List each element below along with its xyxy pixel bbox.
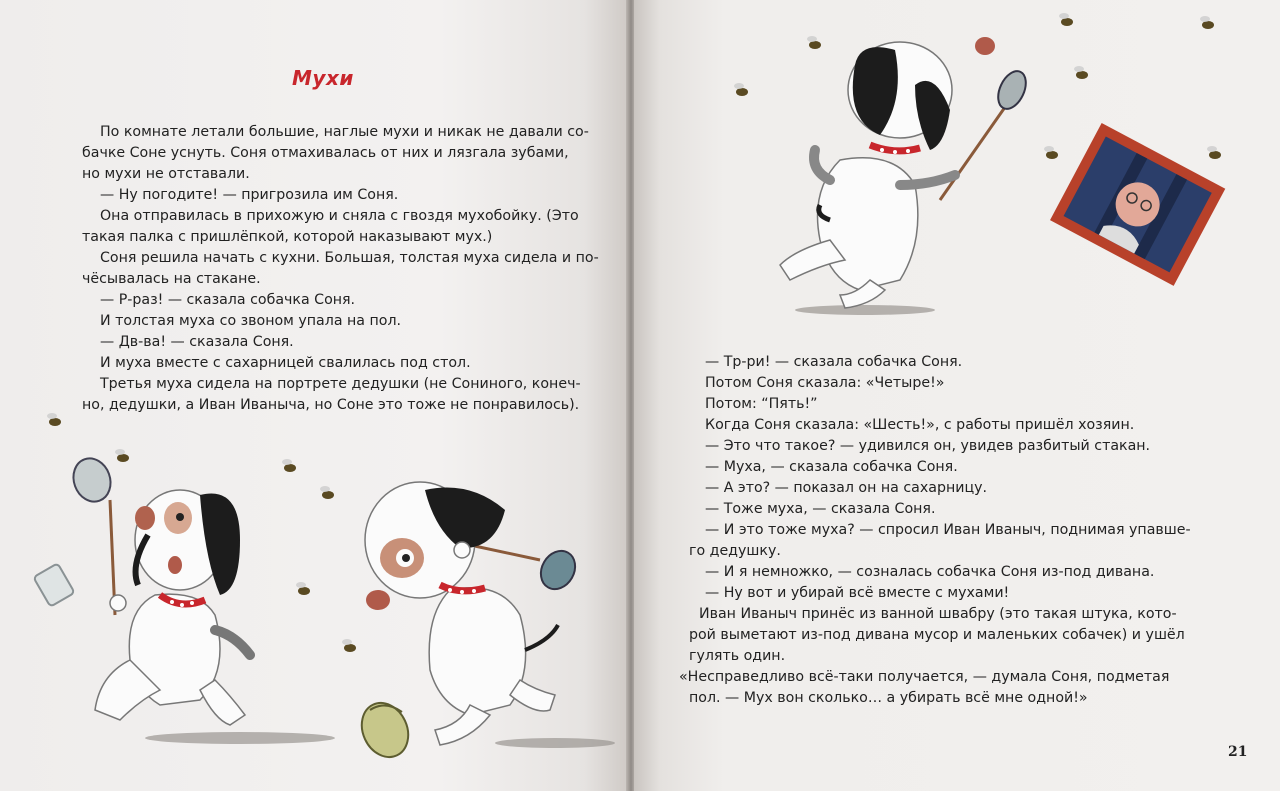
text-line: бачке Соне уснуть. Соня отмахивалась от них и лязгала зубами, <box>82 145 569 161</box>
fly-icon <box>807 36 821 49</box>
text-line: — Ну вот и убирай всё вместе с мухами! <box>705 585 1010 601</box>
sugar-bowl-icon <box>353 695 417 764</box>
fly-icon <box>282 459 296 472</box>
fly-icon <box>342 639 356 652</box>
text-line: но мухи не отставали. <box>82 166 250 182</box>
text-line: Потом Соня сказала: «Четыре!» <box>705 375 945 391</box>
text-line: Она отправилась в прихожую и сняла с гвоздя мухобойку. (Это <box>100 208 579 224</box>
text-line: — И это тоже муха? — спросил Иван Иваныч, поднимая упавше- <box>705 522 1191 538</box>
fly-icon <box>1059 13 1073 26</box>
text-line: По комнате летали большие, наглые мухи и никак не давали со- <box>100 124 589 140</box>
text-line: но, дедушки, а Иван Иваныча, но Соне это тоже не понравилось). <box>82 397 580 413</box>
text-line: — Тр-ри! — сказала собачка Соня. <box>705 354 963 370</box>
fly-icon <box>1207 146 1221 159</box>
left-page-text <box>82 124 602 424</box>
jumping-puppy <box>780 37 1031 308</box>
fly-icon <box>115 449 129 462</box>
text-line: Иван Иваныч принёс из ванной швабру (это такая штука, кото- <box>699 606 1177 622</box>
text-line: Соня решила начать с кухни. Большая, толстая муха сидела и по- <box>100 250 599 266</box>
text-line: гулять один. <box>689 648 786 664</box>
text-line: И муха вместе с сахарницей свалилась под стол. <box>100 355 471 371</box>
text-line: — Это что такое? — удивился он, увидев разбитый стакан. <box>705 438 1151 454</box>
fly-icon <box>40 405 70 435</box>
text-line: — Тоже муха, — сказала Соня. <box>705 501 936 517</box>
text-line: такая палка с пришлёпкой, которой наказывают мух.) <box>82 229 493 245</box>
text-line: — Р-раз! — сказала собачка Соня. <box>100 292 356 308</box>
grandpa-portrait <box>1050 123 1225 286</box>
text-line: «Несправедливо всё-таки получается, — думала Соня, подметая <box>679 669 1170 685</box>
text-line: — Дв-ва! — сказала Соня. <box>100 334 294 350</box>
text-line: рой выметают из-под дивана мусор и маленьких собачек) и ушёл <box>689 627 1185 643</box>
page-number: 21 <box>1228 744 1248 760</box>
fly-icon <box>1074 66 1088 79</box>
puppy-with-swatter-1 <box>68 453 250 725</box>
text-line: Третья муха сидела на портрете дедушки (не Сониного, конеч- <box>100 376 581 392</box>
puppy-with-swatter-2 <box>365 482 582 745</box>
right-illustration <box>720 10 1240 330</box>
fly-icon <box>320 486 334 499</box>
text-line: — И я немножко, — созналась собачка Соня из-под дивана. <box>705 564 1155 580</box>
text-line: — Муха, — сказала собачка Соня. <box>705 459 958 475</box>
text-line: го дедушку. <box>689 543 781 559</box>
text-line: Потом: “Пять!” <box>705 396 818 412</box>
text-line: пол. — Мух вон сколько… а убирать всё мне одной!» <box>689 690 1088 706</box>
broken-glass-icon <box>33 563 74 606</box>
text-line: чёсывалась на стакане. <box>82 271 261 287</box>
right-page-text <box>679 350 1217 710</box>
text-line: — А это? — показал он на сахарницу. <box>705 480 988 496</box>
left-illustration <box>30 440 630 770</box>
fly-icon <box>1044 146 1058 159</box>
text-line: И толстая муха со звоном упала на пол. <box>100 313 402 329</box>
text-line: Когда Соня сказала: «Шесть!», с работы пришёл хозяин. <box>705 417 1135 433</box>
fly-icon <box>734 83 748 96</box>
story-title: Мухи <box>292 66 354 90</box>
fly-icon <box>296 582 310 595</box>
text-line: — Ну погодите! — пригрозила им Соня. <box>100 187 399 203</box>
fly-icon <box>1200 16 1214 29</box>
